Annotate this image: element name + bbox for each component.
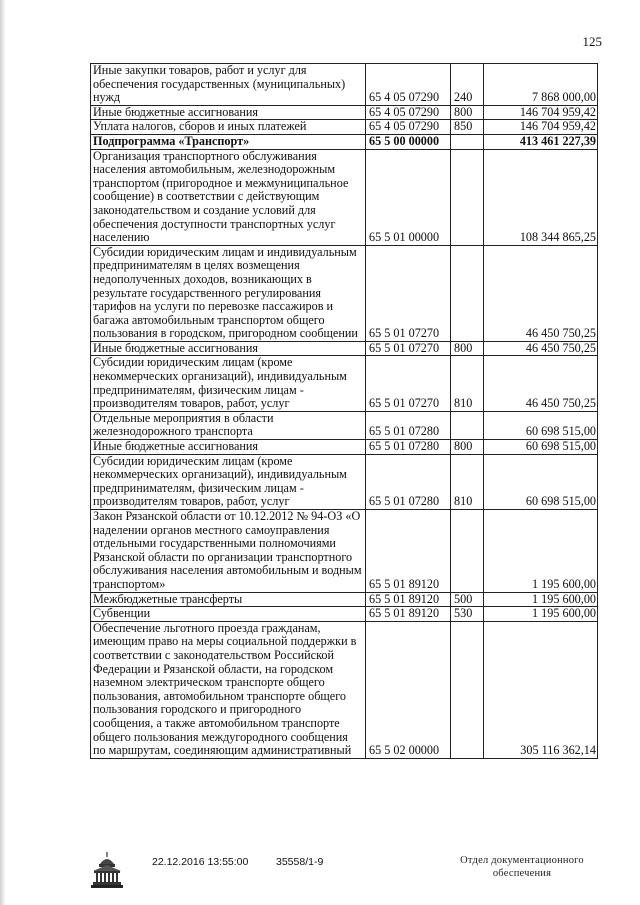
row-expense-type-cell	[451, 510, 484, 593]
row-name-cell: Иные бюджетные ассигнования	[91, 440, 366, 455]
row-expense-type-cell: 850	[451, 120, 484, 135]
row-amount-cell: 305 116 362,14	[484, 621, 598, 758]
table-row	[91, 245, 598, 341]
row-code-cell: 65 5 01 07270	[366, 245, 451, 341]
row-expense-type-cell	[451, 621, 484, 758]
row-code-cell: 65 5 01 89120	[366, 592, 451, 607]
duma-building-logo	[90, 850, 124, 890]
row-code-cell: 65 5 01 07270	[366, 356, 451, 411]
budget-table	[90, 63, 598, 759]
row-expense-type-cell	[451, 411, 484, 439]
row-expense-type-cell: 800	[451, 440, 484, 455]
scan-edge	[0, 0, 6, 905]
row-name-cell: Отдельные мероприятия в области железнодорожного транспорта	[91, 411, 366, 439]
row-code-cell: 65 5 02 00000	[366, 621, 451, 758]
row-amount-cell: 60 698 515,00	[484, 440, 598, 455]
row-code-cell: 65 5 01 07280	[366, 411, 451, 439]
footer-datetime: 22.12.2016 13:55:00	[152, 856, 249, 868]
row-name-cell: Субвенции	[91, 607, 366, 622]
footer-department-line-1: Отдел документационного	[460, 855, 584, 866]
row-code-cell: 65 5 01 07280	[366, 440, 451, 455]
row-code-cell: 65 5 00 00000	[366, 134, 451, 149]
row-name-cell: Закон Рязанской области от 10.12.2012 № 94-ОЗ «О наделении органов местного самоуправления отдельными государственными полномочиями Рязанской области по организации транспортного обслуживания населения автомобильным и водным транспортом»	[91, 510, 366, 593]
footer-department-line-2: обеспечения	[492, 868, 552, 879]
row-code-cell: 65 5 01 07280	[366, 454, 451, 509]
row-name-cell: Субсидии юридическим лицам и индивидуальным предпринимателям в целях возмещения недополученных доходов, возникающих в результате государственного регулирования тарифов на услуги по перевозке пассажиров и багажа автомобильным транспортом общего пользования в городском, пригородном сообщении	[91, 245, 366, 341]
budget-table-body	[91, 64, 598, 759]
row-name-cell: Подпрограмма «Транспорт»	[91, 134, 366, 149]
row-name-cell: Иные бюджетные ассигнования	[91, 105, 366, 120]
row-amount-cell: 46 450 750,25	[484, 341, 598, 356]
row-expense-type-cell: 530	[451, 607, 484, 622]
row-expense-type-cell: 810	[451, 356, 484, 411]
row-amount-cell: 1 195 600,00	[484, 607, 598, 622]
table-row	[91, 120, 598, 135]
row-name-cell: Обеспечение льготного проезда гражданам, имеющим право на меры социальной поддержки в соответствии с законодательством Российской Федерации и Рязанской области, на городском наземном электрическом транспорте общего пользования, автомобильном транспорте общего пользования городского и пригородного сообщения, а также автомобильном транспорте общего пользования междугородного сообщения по маршрутам, соединяющим административный	[91, 621, 366, 758]
row-code-cell: 65 5 01 89120	[366, 607, 451, 622]
row-amount-cell: 60 698 515,00	[484, 411, 598, 439]
row-code-cell: 65 4 05 07290	[366, 64, 451, 106]
footer-document-number: 35558/1-9	[276, 856, 324, 868]
row-expense-type-cell: 500	[451, 592, 484, 607]
row-code-cell: 65 4 05 07290	[366, 105, 451, 120]
footer-department-stamp	[446, 854, 598, 880]
row-name-cell: Субсидии юридическим лицам (кроме некоммерческих организаций), индивидуальным предпринимателям, физическим лицам - производителям товаров, работ, услуг	[91, 356, 366, 411]
table-row	[91, 607, 598, 622]
table-row	[91, 440, 598, 455]
row-amount-cell: 146 704 959,42	[484, 120, 598, 135]
row-expense-type-cell	[451, 149, 484, 245]
table-row	[91, 64, 598, 106]
row-amount-cell: 413 461 227,39	[484, 134, 598, 149]
row-name-cell: Субсидии юридическим лицам (кроме некоммерческих организаций), индивидуальным предпринимателям, физическим лицам - производителям товаров, работ, услуг	[91, 454, 366, 509]
row-name-cell: Уплата налогов, сборов и иных платежей	[91, 120, 366, 135]
table-row	[91, 454, 598, 509]
table-row	[91, 510, 598, 593]
row-amount-cell: 108 344 865,25	[484, 149, 598, 245]
table-row	[91, 411, 598, 439]
row-expense-type-cell: 240	[451, 64, 484, 106]
row-amount-cell: 1 195 600,00	[484, 592, 598, 607]
row-name-cell: Иные бюджетные ассигнования	[91, 341, 366, 356]
row-expense-type-cell	[451, 134, 484, 149]
table-row	[91, 105, 598, 120]
table-row	[91, 356, 598, 411]
row-amount-cell: 7 868 000,00	[484, 64, 598, 106]
row-name-cell: Межбюджетные трансферты	[91, 592, 366, 607]
row-expense-type-cell: 810	[451, 454, 484, 509]
row-expense-type-cell: 800	[451, 105, 484, 120]
table-row	[91, 149, 598, 245]
row-amount-cell: 1 195 600,00	[484, 510, 598, 593]
table-row	[91, 621, 598, 758]
page-number: 125	[582, 34, 602, 49]
table-row	[91, 134, 598, 149]
row-amount-cell: 46 450 750,25	[484, 356, 598, 411]
table-row	[91, 592, 598, 607]
table-row	[91, 341, 598, 356]
row-amount-cell: 146 704 959,42	[484, 105, 598, 120]
row-code-cell: 65 5 01 07270	[366, 341, 451, 356]
row-amount-cell: 60 698 515,00	[484, 454, 598, 509]
row-code-cell: 65 5 01 00000	[366, 149, 451, 245]
row-expense-type-cell: 800	[451, 341, 484, 356]
row-expense-type-cell	[451, 245, 484, 341]
row-amount-cell: 46 450 750,25	[484, 245, 598, 341]
page-footer	[0, 850, 640, 900]
row-code-cell: 65 4 05 07290	[366, 120, 451, 135]
row-name-cell: Иные закупки товаров, работ и услуг для обеспечения государственных (муниципальных) нужд	[91, 64, 366, 106]
row-name-cell: Организация транспортного обслуживания населения автомобильным, железнодорожным транспортом (пригородное и межмуниципальное сообщение) в соответствии с действующим законодательством и создание условий для обеспечения доступности транспортных услуг населению	[91, 149, 366, 245]
row-code-cell: 65 5 01 89120	[366, 510, 451, 593]
